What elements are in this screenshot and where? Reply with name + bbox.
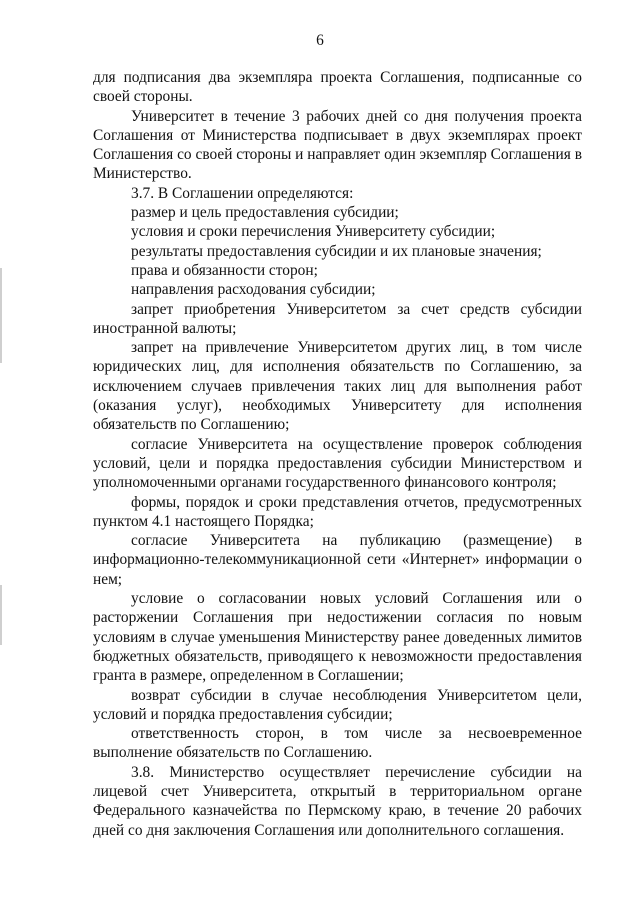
document-body — [93, 68, 582, 840]
clause-3-8: 3.8. Министерство осуществляет перечисление субсидии на лицевой счет Университета, открытый в территориальном органе Федерального казначейства по Пермскому краю, в течение 20 рабочих дней со дня заключения Соглашения или дополнительного соглашения. — [93, 763, 582, 839]
clause-3-7-heading: 3.7. В Соглашении определяются: — [131, 184, 354, 202]
list-item: размер и цель предоставления субсидии; — [131, 204, 399, 222]
list-item: запрет на привлечение Университетом других лиц, в том числе юридических лиц, для исполнения обязательств по Соглашению, за исключением случаев привлечения таких лиц для выполнения работ (оказания услуг), необходимых Университету для исполнения обязательств по Соглашению; — [93, 339, 582, 434]
paragraph-continuation: для подписания два экземпляра проекта Соглашения, подписанные со своей стороны. — [93, 69, 582, 106]
scan-edge-mark — [0, 268, 2, 363]
scan-edge-mark — [0, 585, 2, 645]
list-item: возврат субсидии в случае несоблюдения Университетом цели, условий и порядка предоставления субсидии; — [93, 686, 582, 723]
list-item: согласие Университета на публикацию (размещение) в информационно-телекоммуникационной сети «Интернет» информации о нем; — [93, 532, 582, 588]
list-item: формы, порядок и сроки представления отчетов, предусмотренных пунктом 4.1 настоящего Порядка; — [93, 493, 582, 530]
list-item: условие о согласовании новых условий Соглашения или о расторжении Соглашения при недостижении согласия по новым условиям в случае уменьшения Министерству ранее доведенных лимитов бюджетных обязательств, приводящего к невозможности предоставления гранта в размере, определенном в Соглашении; — [93, 590, 582, 685]
list-item: условия и сроки перечисления Университету субсидии; — [131, 223, 496, 241]
paragraph-university-signing: Университет в течение 3 рабочих дней со дня получения проекта Соглашения от Министерства подписывает в двух экземплярах проект Соглашения со своей стороны и направляет один экземпляр Соглашения в Министерство. — [93, 107, 582, 183]
list-item: ответственность сторон, в том числе за несвоевременное выполнение обязательств по Соглашению. — [93, 725, 582, 762]
list-item: запрет приобретения Университетом за счет средств субсидии иностранной валюты; — [93, 300, 582, 337]
list-item: права и обязанности сторон; — [131, 261, 318, 279]
list-item: направления расходования субсидии; — [131, 281, 376, 299]
page-number: 6 — [316, 32, 324, 49]
list-item: результаты предоставления субсидии и их плановые значения; — [131, 242, 542, 260]
list-item: согласие Университета на осуществление проверок соблюдения условий, цели и порядка предоставления субсидии Министерством и уполномоченными органами государственного финансового контроля; — [93, 435, 582, 492]
